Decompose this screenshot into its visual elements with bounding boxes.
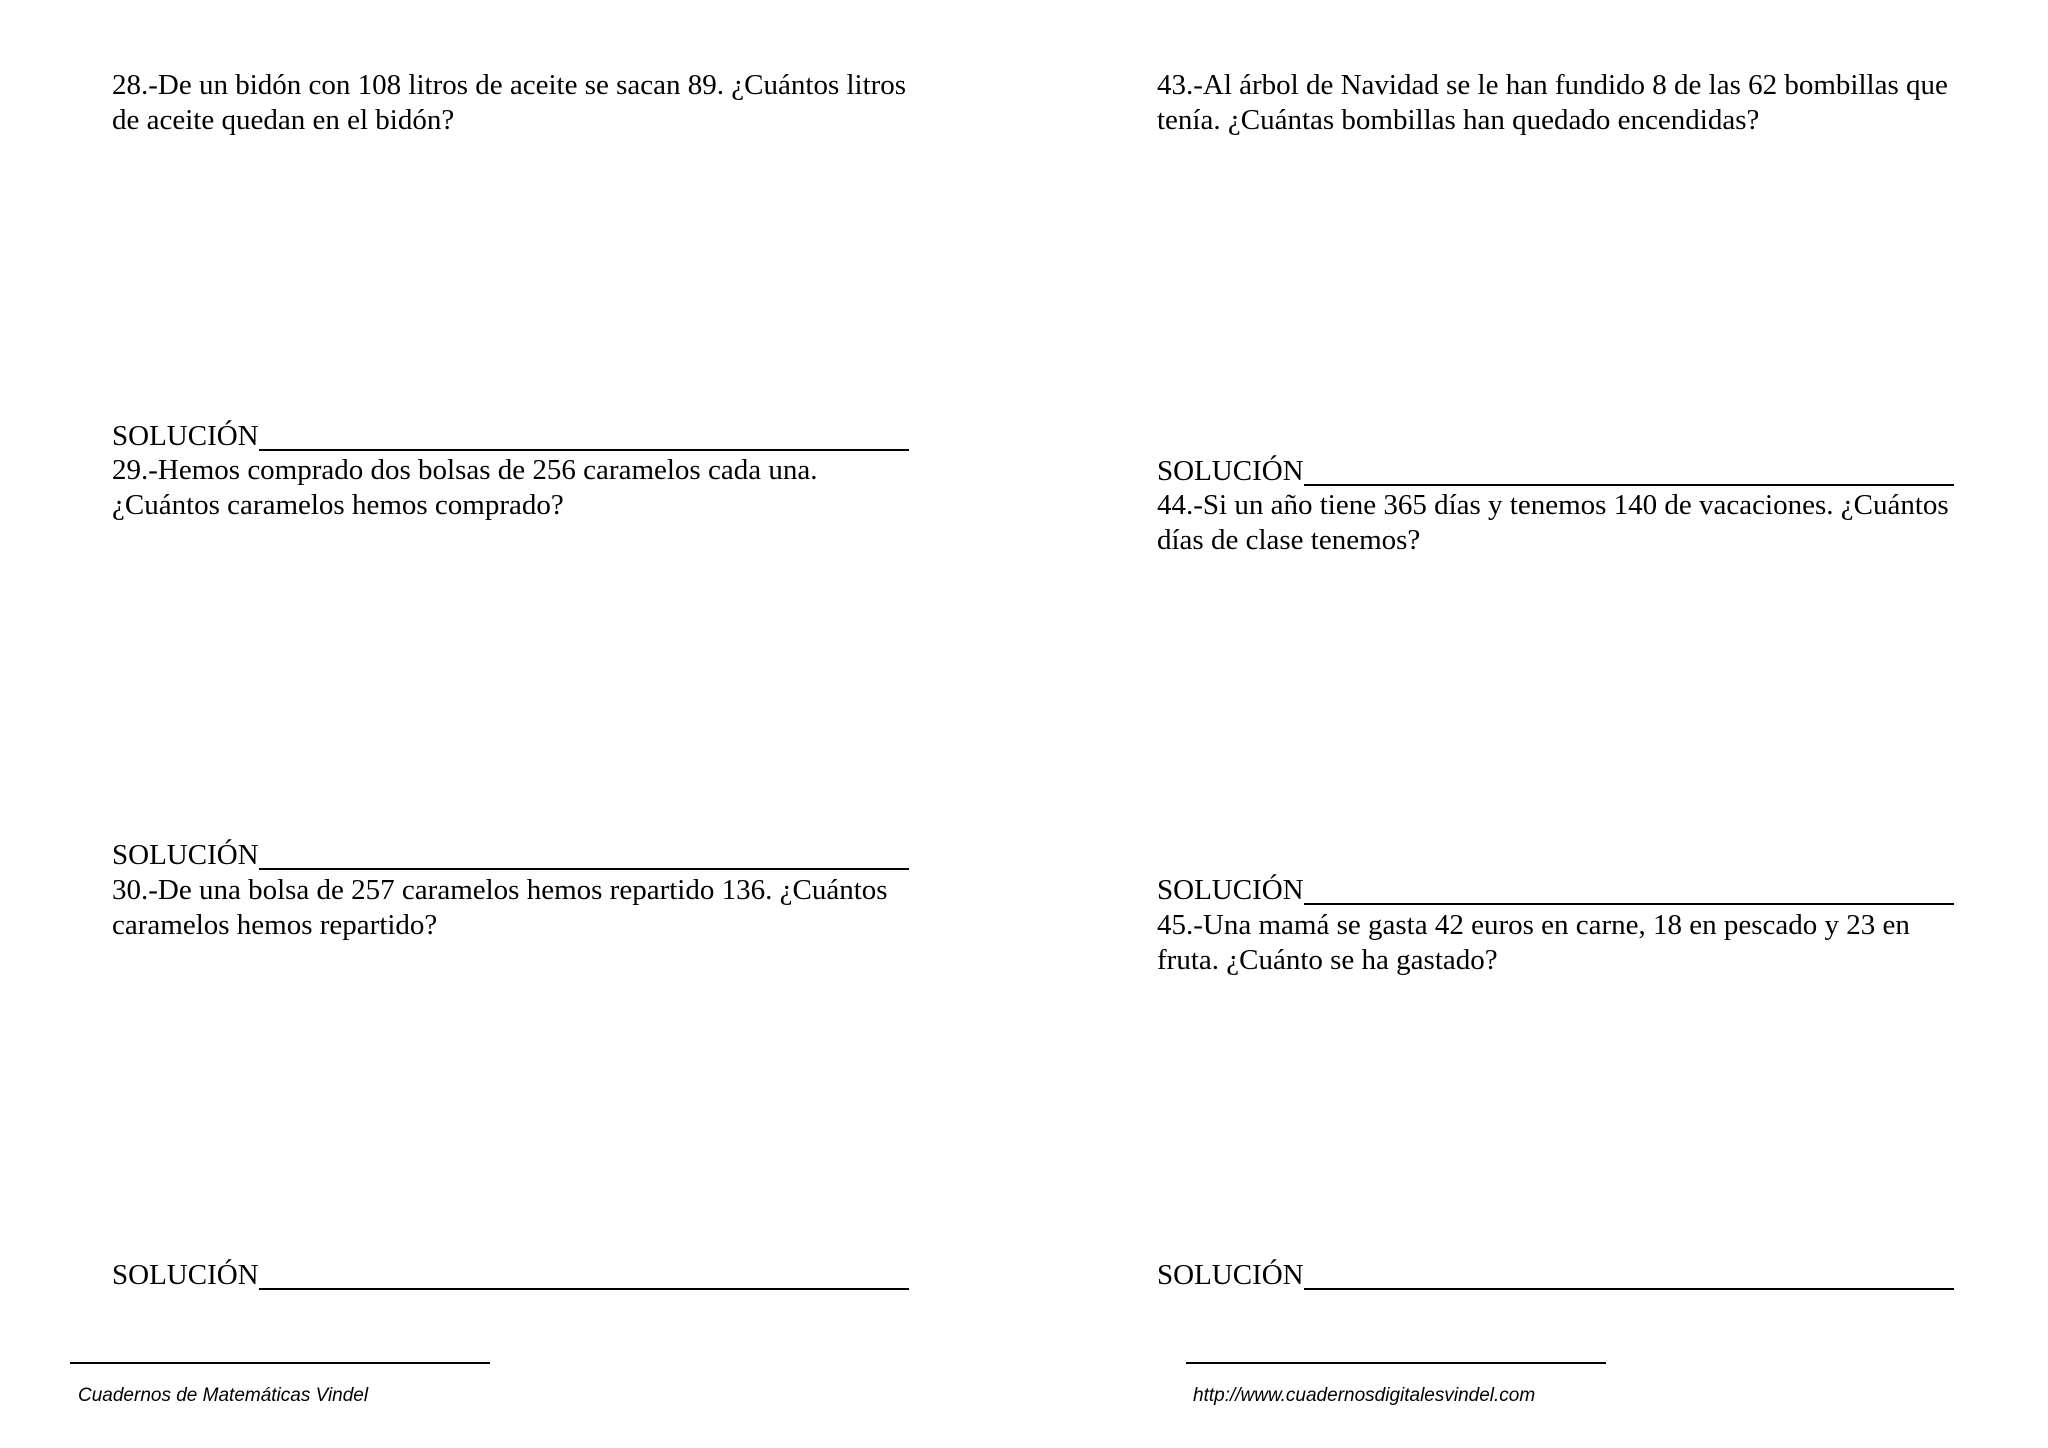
solution-label: SOLUCIÓN <box>1157 874 1304 906</box>
answer-line[interactable] <box>1304 484 1954 486</box>
solution-label: SOLUCIÓN <box>112 420 259 452</box>
footer-title: Cuadernos de Matemáticas Vindel <box>78 1385 369 1406</box>
footer-divider-right <box>1186 1362 1606 1364</box>
footer-divider-left <box>70 1362 490 1364</box>
solution-43 <box>1157 453 1954 489</box>
solution-44 <box>1157 872 1954 908</box>
answer-line[interactable] <box>259 868 909 870</box>
problem-43 <box>1157 68 1967 138</box>
solution-label: SOLUCIÓN <box>1157 455 1304 487</box>
problem-text: 29.-Hemos comprado dos bolsas de 256 caramelos cada una. ¿Cuántos caramelos hemos comprado? <box>112 454 818 521</box>
problem-text: 44.-Si un año tiene 365 días y tenemos 140 de vacaciones. ¿Cuántos días de clase tenemos? <box>1157 489 1949 556</box>
answer-line[interactable] <box>1304 903 1954 905</box>
problem-45 <box>1157 908 1967 978</box>
problem-text: 30.-De una bolsa de 257 caramelos hemos repartido 136. ¿Cuántos caramelos hemos repartido? <box>112 874 888 941</box>
answer-line[interactable] <box>1304 1288 1954 1290</box>
left-column <box>112 0 932 1448</box>
solution-28 <box>112 418 909 454</box>
right-column <box>1157 0 1977 1448</box>
solution-label: SOLUCIÓN <box>112 839 259 871</box>
solution-label: SOLUCIÓN <box>112 1259 259 1291</box>
problem-text: 28.-De un bidón con 108 litros de aceite se sacan 89. ¿Cuántos litros de aceite quedan en el bidón? <box>112 69 907 136</box>
answer-line[interactable] <box>259 1288 909 1290</box>
solution-30 <box>112 1257 909 1293</box>
problem-text: 45.-Una mamá se gasta 42 euros en carne, 18 en pescado y 23 en fruta. ¿Cuánto se ha gastado? <box>1157 909 1910 976</box>
problem-text: 43.-Al árbol de Navidad se le han fundido 8 de las 62 bombillas que tenía. ¿Cuántas bombillas han quedado encendidas? <box>1157 69 1948 136</box>
solution-label: SOLUCIÓN <box>1157 1259 1304 1291</box>
problem-28 <box>112 68 922 138</box>
answer-line[interactable] <box>259 449 909 451</box>
solution-45 <box>1157 1257 1954 1293</box>
problem-30 <box>112 873 922 943</box>
footer-url-link[interactable]: http://www.cuadernosdigitalesvindel.com <box>1193 1385 1536 1406</box>
problem-29 <box>112 453 922 523</box>
solution-29 <box>112 837 909 873</box>
problem-44 <box>1157 488 1967 558</box>
